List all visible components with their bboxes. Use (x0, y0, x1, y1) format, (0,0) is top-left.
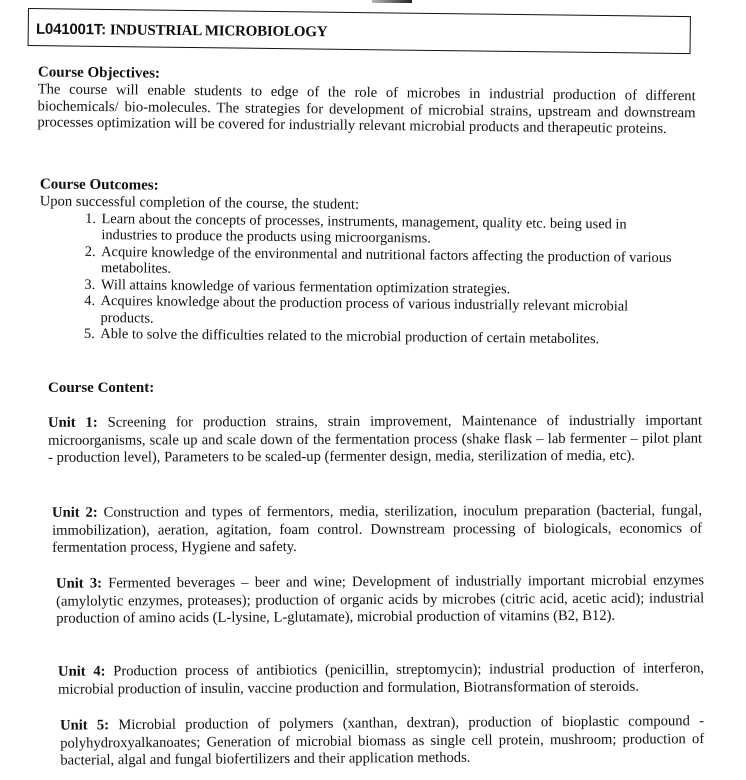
outcomes-list (38, 210, 685, 349)
unit-label: Unit 2: (51, 504, 98, 521)
outcome-item: 2. Acquire knowledge of the environmental and nutritional factors affecting the production of various metabolites. (99, 244, 685, 283)
unit-4 (0, 660, 746, 699)
course-name: INDUSTRIAL MICROBIOLOGY (109, 22, 328, 41)
unit-label: Unit 5: (59, 717, 110, 734)
outcome-item: 4. Acquires knowledge about the production process of various industrially relevant microbial products. (98, 293, 684, 332)
unit-5 (0, 713, 746, 771)
unit-label: Unit 1: (47, 414, 98, 431)
scan-artifact (372, 0, 412, 3)
outcomes-heading: Course Outcomes: (39, 176, 159, 194)
unit-2 (0, 502, 746, 557)
unit-text: Microbial production of polymers (xanthan, dextran), production of bioplastic compound - polyhydroxyalkanoates; Generation of microbial biomass as single cell protein, mushroom; production of bacterial, algal and fungal biofertilizers and their application methods. (60, 713, 705, 769)
outcome-item: 5. Able to solve the difficulties related to the microbial production of certain metabolites. (98, 326, 684, 349)
course-title (36, 21, 328, 42)
unit-label: Unit 4: (57, 663, 106, 680)
unit-text: Production process of antibiotics (penicillin, streptomycin); industrial production of interferon, microbial production of insulin, vaccine production and formulation, Biotransformation of steroids. (58, 660, 705, 698)
outcomes-section (0, 176, 746, 349)
objectives-heading: Course Objectives: (37, 64, 161, 82)
course-code: L041001T: (35, 20, 107, 39)
objectives-text: The course will enable students to edge of the role of microbes in industrial production of different biochemicals/ bio-molecules. The strategies for development of microbial strains, upstream and downstream processes optimization will be covered for industrially relevant microbial products and therapeutic proteins. (37, 81, 696, 137)
outcome-item: 1. Learn about the concepts of processes, instruments, management, quality etc. being used in industries to produce the products using microorganisms. (99, 211, 685, 250)
unit-label: Unit 3: (55, 575, 103, 592)
unit-text: Screening for production strains, strain improvement, Maintenance of industrially important microorganisms, scale up and scale down of the fermentation process (shake flask – lab fermenter – pilot plant - production level), Parameters to be scaled-up (fermenter design, media, sterilization of media, etc). (48, 412, 703, 466)
unit-3 (0, 572, 746, 628)
unit-text: Fermented beverages – beer and wine; Development of industrially important microbial enzymes (amylolytic enzymes, proteases); production of organic acids by microbes (citric acid, acetic acid); industrial production of amino acids (L-lysine, L-glutamate), microbial production of vitamins (B2, B12). (56, 572, 705, 627)
content-heading: Course Content: (48, 380, 155, 396)
unit-1 (0, 412, 746, 467)
outcome-item: 3. Will attains knowledge of various fermentation optimization strategies. (99, 277, 685, 300)
unit-text: Construction and types of fermentors, media, sterilization, inoculum preparation (bacterial, fungal, immobilization), aeration, agitation, foam control. Downstream processing of biologicals, economics of fermentation process, Hygiene and safety. (52, 502, 703, 556)
content-section (0, 380, 746, 397)
outcomes-intro: Upon successful completion of the course, the student: (39, 193, 360, 213)
objectives-section (0, 64, 746, 138)
